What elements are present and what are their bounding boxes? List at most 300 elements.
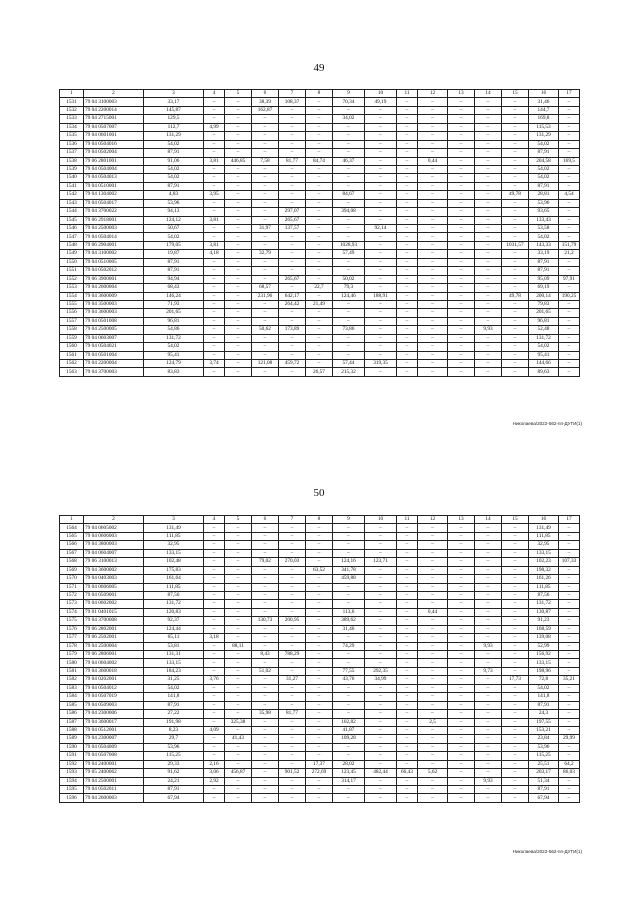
value-cell: 29,33 [144, 760, 204, 768]
value-cell: – [365, 241, 397, 249]
value-cell: 34,99 [365, 676, 397, 684]
value-cell: – [502, 634, 529, 642]
value-cell: – [306, 659, 333, 667]
value-cell: – [365, 693, 397, 701]
value-cell: – [225, 149, 252, 157]
value-cell: 139,08 [529, 634, 559, 642]
value-cell: 31,46 [529, 98, 559, 106]
value-cell: – [252, 794, 279, 802]
value-cell: – [306, 233, 333, 241]
value-cell: 53,96 [529, 743, 559, 751]
value-cell: – [225, 317, 252, 325]
value-cell: – [306, 140, 333, 148]
value-cell: – [333, 794, 365, 802]
value-cell: 31,27 [279, 676, 306, 684]
value-cell: – [448, 334, 475, 342]
table-row [60, 625, 580, 633]
value-cell: – [333, 140, 365, 148]
column-header: 3 [144, 516, 204, 524]
value-cell: – [365, 157, 397, 165]
value-cell: – [365, 684, 397, 692]
value-cell: – [475, 225, 502, 233]
row-number-cell: 1581 [60, 667, 84, 675]
value-cell: – [418, 634, 448, 642]
value-cell: 35,98 [252, 710, 279, 718]
value-cell: 121,08 [252, 360, 279, 368]
value-cell: – [365, 309, 397, 317]
column-header: 10 [365, 90, 397, 98]
value-cell: – [448, 786, 475, 794]
value-cell: – [397, 258, 418, 266]
value-cell: – [225, 743, 252, 751]
value-cell: 131,29 [144, 132, 204, 140]
value-cell: – [475, 541, 502, 549]
value-cell: 81,77 [279, 710, 306, 718]
value-cell: 52,48 [529, 326, 559, 334]
value-cell: 137,57 [279, 225, 306, 233]
value-cell: – [225, 726, 252, 734]
column-header: 17 [559, 90, 580, 98]
value-cell: – [397, 351, 418, 359]
row-number-cell: 1569 [60, 566, 84, 574]
value-cell: 49,78 [502, 292, 529, 300]
value-cell: – [418, 684, 448, 692]
value-cell: 41,87 [333, 726, 365, 734]
table-row [60, 777, 580, 785]
value-cell: – [252, 575, 279, 583]
value-cell: – [279, 583, 306, 591]
value-cell: – [397, 676, 418, 684]
value-cell: – [418, 284, 448, 292]
value-cell: 1028,93 [333, 241, 365, 249]
cadastral-code-cell: 79 04 0606003 [84, 532, 144, 540]
value-cell: – [475, 115, 502, 123]
value-cell: – [475, 267, 502, 275]
table-row [60, 794, 580, 802]
value-cell: – [448, 752, 475, 760]
value-cell: 92,37 [144, 617, 204, 625]
value-cell: – [204, 701, 225, 709]
value-cell: – [418, 693, 448, 701]
value-cell: 73,86 [333, 326, 365, 334]
value-cell: – [225, 634, 252, 642]
value-cell: – [448, 600, 475, 608]
value-cell: – [252, 524, 279, 532]
table-row [60, 182, 580, 190]
table-row [60, 292, 580, 300]
value-cell: 8,23 [144, 726, 204, 734]
value-cell: – [475, 106, 502, 114]
table-row [60, 743, 580, 751]
row-number-cell: 1562 [60, 360, 84, 368]
value-cell: – [448, 368, 475, 376]
table-row [60, 710, 580, 718]
table-header-row [60, 90, 580, 98]
value-cell: 87,91 [144, 258, 204, 266]
value-cell: – [365, 343, 397, 351]
value-cell: – [397, 608, 418, 616]
value-cell: – [559, 368, 580, 376]
value-cell: – [559, 351, 580, 359]
value-cell: – [448, 199, 475, 207]
value-cell: 270,03 [279, 558, 306, 566]
value-cell: – [559, 334, 580, 342]
value-cell: – [397, 659, 418, 667]
value-cell: 79,83 [529, 300, 559, 308]
cadastral-code-cell: 79 04 0504004 [84, 165, 144, 173]
value-cell: – [418, 575, 448, 583]
value-cell: – [475, 241, 502, 249]
table-row [60, 676, 580, 684]
value-cell: – [204, 309, 225, 317]
row-number-cell: 1542 [60, 191, 84, 199]
value-cell: – [306, 309, 333, 317]
value-cell: – [448, 667, 475, 675]
value-cell: – [475, 794, 502, 802]
value-cell: 3,95 [204, 191, 225, 199]
value-cell: – [365, 115, 397, 123]
cadastral-code-cell: 79 04 2500003 [84, 225, 144, 233]
value-cell: – [279, 760, 306, 768]
cadastral-code-cell: 79 04 2300007 [84, 735, 144, 743]
value-cell: – [225, 549, 252, 557]
value-cell: – [475, 300, 502, 308]
cadastral-code-cell: 79 04 3100003 [84, 98, 144, 106]
value-cell: – [279, 726, 306, 734]
value-cell: – [225, 701, 252, 709]
value-cell: 161,64 [144, 575, 204, 583]
value-cell: – [397, 541, 418, 549]
value-cell: 87,91 [144, 182, 204, 190]
value-cell: 53,81 [144, 642, 204, 650]
value-cell: 77,55 [333, 667, 365, 675]
value-cell: – [252, 300, 279, 308]
table-row [60, 558, 580, 566]
value-cell: 29,7 [144, 735, 204, 743]
value-cell: 79,02 [252, 558, 279, 566]
value-cell: 314,17 [333, 777, 365, 785]
table-row [60, 726, 580, 734]
value-cell: – [204, 300, 225, 308]
value-cell: – [502, 786, 529, 794]
table-row [60, 149, 580, 157]
value-cell: – [397, 684, 418, 692]
row-number-cell: 1557 [60, 317, 84, 325]
value-cell: – [365, 617, 397, 625]
value-cell: – [365, 583, 397, 591]
column-header: 8 [306, 90, 333, 98]
value-cell: – [204, 617, 225, 625]
cadastral-code-cell: 79 04 0606005 [84, 583, 144, 591]
value-cell: – [502, 583, 529, 591]
value-cell: – [225, 583, 252, 591]
value-cell: 115,25 [144, 752, 204, 760]
value-cell: – [365, 250, 397, 258]
value-cell: – [204, 642, 225, 650]
value-cell: 92,14 [365, 225, 397, 233]
value-cell: – [365, 743, 397, 751]
value-cell: – [252, 275, 279, 283]
value-cell: – [306, 710, 333, 718]
table-row [60, 549, 580, 557]
value-cell: 69,19 [529, 284, 559, 292]
value-cell: – [252, 149, 279, 157]
value-cell: – [475, 191, 502, 199]
value-cell: – [204, 541, 225, 549]
column-header: 15 [502, 516, 529, 524]
value-cell: – [204, 684, 225, 692]
value-cell: – [365, 317, 397, 325]
table-row [60, 326, 580, 334]
table-row [60, 659, 580, 667]
cadastral-code-cell: 79 04 0510005 [84, 258, 144, 266]
value-cell: 9,93 [475, 777, 502, 785]
value-cell: – [306, 600, 333, 608]
value-cell: – [306, 786, 333, 794]
value-cell: – [475, 701, 502, 709]
value-cell: 113,6 [333, 608, 365, 616]
value-cell: – [252, 317, 279, 325]
value-cell: – [559, 549, 580, 557]
table-row [60, 343, 580, 351]
table-row [60, 360, 580, 368]
value-cell: 31,25 [144, 676, 204, 684]
value-cell: – [448, 684, 475, 692]
column-header: 1 [60, 90, 84, 98]
table-row [60, 566, 580, 574]
value-cell: – [252, 541, 279, 549]
cadastral-code-cell: 79 04 2500004 [84, 642, 144, 650]
value-cell: – [418, 566, 448, 574]
cadastral-code-cell: 79 04 0504014 [84, 233, 144, 241]
value-cell: – [333, 549, 365, 557]
value-cell: – [365, 786, 397, 794]
value-cell: – [306, 351, 333, 359]
value-cell: 3,06 [204, 769, 225, 777]
value-cell: – [204, 351, 225, 359]
value-cell: – [559, 532, 580, 540]
value-cell: – [418, 241, 448, 249]
value-cell: 54,02 [144, 233, 204, 241]
value-cell: – [306, 735, 333, 743]
value-cell: 68,57 [252, 284, 279, 292]
value-cell: – [225, 199, 252, 207]
cadastral-code-cell: 79 04 2500001 [84, 777, 144, 785]
table-row [60, 718, 580, 726]
value-cell: – [225, 233, 252, 241]
value-cell: – [448, 541, 475, 549]
value-cell: – [225, 225, 252, 233]
value-cell: – [306, 360, 333, 368]
value-cell: – [225, 267, 252, 275]
table-row [60, 157, 580, 165]
value-cell: – [333, 743, 365, 751]
value-cell: 129,5 [144, 115, 204, 123]
value-cell: 25,51 [529, 760, 559, 768]
value-cell: – [225, 575, 252, 583]
value-cell: 22,7 [306, 284, 333, 292]
value-cell: – [475, 208, 502, 216]
data-table [59, 89, 580, 377]
value-cell: – [397, 634, 418, 642]
page-number: 49 [313, 62, 325, 74]
value-cell: – [225, 659, 252, 667]
value-cell: – [475, 233, 502, 241]
row-number-cell: 1556 [60, 309, 84, 317]
value-cell: 23,84 [529, 735, 559, 743]
value-cell: 87,91 [144, 701, 204, 709]
value-cell: 133,43 [529, 216, 559, 224]
value-cell: – [365, 794, 397, 802]
table-row [60, 786, 580, 794]
column-header: 13 [448, 90, 475, 98]
value-cell: – [204, 794, 225, 802]
value-cell: – [252, 123, 279, 131]
value-cell: – [279, 608, 306, 616]
value-cell: 4,83 [144, 191, 204, 199]
value-cell: – [204, 343, 225, 351]
value-cell: 84,74 [306, 157, 333, 165]
value-cell: 87,56 [529, 591, 559, 599]
value-cell: – [448, 216, 475, 224]
value-cell: – [225, 541, 252, 549]
cadastral-code-cell: 79 04 3600003 [84, 309, 144, 317]
cadastral-code-cell: 79 05 2400062 [84, 769, 144, 777]
value-cell: – [559, 575, 580, 583]
value-cell: – [448, 284, 475, 292]
value-cell: – [397, 115, 418, 123]
value-cell: – [475, 317, 502, 325]
value-cell: 482,44 [365, 769, 397, 777]
value-cell: – [279, 575, 306, 583]
value-cell: – [306, 115, 333, 123]
value-cell: 41,43 [225, 735, 252, 743]
value-cell: 71,93 [144, 300, 204, 308]
value-cell: – [559, 541, 580, 549]
value-cell: 50,02 [333, 275, 365, 283]
value-cell: – [225, 132, 252, 140]
value-cell: 231,96 [252, 292, 279, 300]
column-header: 6 [252, 90, 279, 98]
value-cell: – [252, 343, 279, 351]
value-cell: 179,05 [144, 241, 204, 249]
value-cell: – [559, 123, 580, 131]
column-header: 4 [204, 516, 225, 524]
value-cell: 120,83 [144, 608, 204, 616]
value-cell: – [559, 591, 580, 599]
value-cell: – [397, 558, 418, 566]
value-cell: – [475, 760, 502, 768]
row-number-cell: 1545 [60, 216, 84, 224]
value-cell: 9,73 [475, 667, 502, 675]
value-cell: – [448, 769, 475, 777]
value-cell: – [204, 786, 225, 794]
value-cell: – [279, 250, 306, 258]
value-cell: – [559, 149, 580, 157]
value-cell: – [365, 174, 397, 182]
value-cell: – [418, 591, 448, 599]
value-cell: 88,11 [225, 642, 252, 650]
value-cell: – [502, 718, 529, 726]
value-cell: – [559, 326, 580, 334]
value-cell: – [448, 360, 475, 368]
value-cell: – [502, 132, 529, 140]
value-cell: – [502, 710, 529, 718]
cadastral-code-cell: 79 04 2200004 [84, 360, 144, 368]
value-cell: – [252, 676, 279, 684]
value-cell: – [279, 718, 306, 726]
value-cell: – [252, 532, 279, 540]
value-cell: 175,83 [144, 566, 204, 574]
value-cell: – [225, 98, 252, 106]
row-number-cell: 1550 [60, 258, 84, 266]
cadastral-code-cell: 79 04 0504021 [84, 343, 144, 351]
value-cell: – [559, 233, 580, 241]
value-cell: – [448, 701, 475, 709]
value-cell: – [397, 225, 418, 233]
value-cell: – [418, 267, 448, 275]
value-cell: 292,35 [365, 667, 397, 675]
value-cell: 201,65 [529, 309, 559, 317]
row-number-cell: 1573 [60, 600, 84, 608]
value-cell: – [279, 115, 306, 123]
value-cell: – [397, 191, 418, 199]
value-cell: – [559, 524, 580, 532]
value-cell: – [204, 752, 225, 760]
value-cell: – [333, 149, 365, 157]
value-cell: – [252, 777, 279, 785]
value-cell: – [475, 165, 502, 173]
value-cell: 28,02 [333, 760, 365, 768]
table-row [60, 199, 580, 207]
row-number-cell: 1564 [60, 524, 84, 532]
value-cell: 190,25 [559, 292, 580, 300]
table-row [60, 701, 580, 709]
value-cell: – [365, 267, 397, 275]
value-cell: – [365, 634, 397, 642]
value-cell: – [306, 541, 333, 549]
value-cell: 94,94 [144, 275, 204, 283]
value-cell: – [204, 532, 225, 540]
value-cell: 54,02 [529, 233, 559, 241]
value-cell: – [225, 351, 252, 359]
value-cell: – [225, 334, 252, 342]
value-cell: – [397, 157, 418, 165]
value-cell: 5,62 [418, 769, 448, 777]
value-cell: 57,49 [333, 250, 365, 258]
value-cell: 1031,57 [502, 241, 529, 249]
value-cell: – [502, 617, 529, 625]
value-cell: 54,02 [144, 174, 204, 182]
value-cell: – [225, 182, 252, 190]
value-cell: 54,02 [529, 343, 559, 351]
value-cell: – [559, 98, 580, 106]
cadastral-code-cell: 79 04 0605002 [84, 524, 144, 532]
row-number-cell: 1560 [60, 343, 84, 351]
row-number-cell: 1537 [60, 149, 84, 157]
value-cell: – [252, 549, 279, 557]
value-cell: – [502, 216, 529, 224]
table-row [60, 115, 580, 123]
value-cell: – [365, 625, 397, 633]
value-cell: – [306, 608, 333, 616]
value-cell: 0,44 [418, 157, 448, 165]
value-cell: – [204, 334, 225, 342]
value-cell: – [204, 317, 225, 325]
value-cell: – [448, 794, 475, 802]
value-cell: – [252, 701, 279, 709]
value-cell: – [448, 208, 475, 216]
